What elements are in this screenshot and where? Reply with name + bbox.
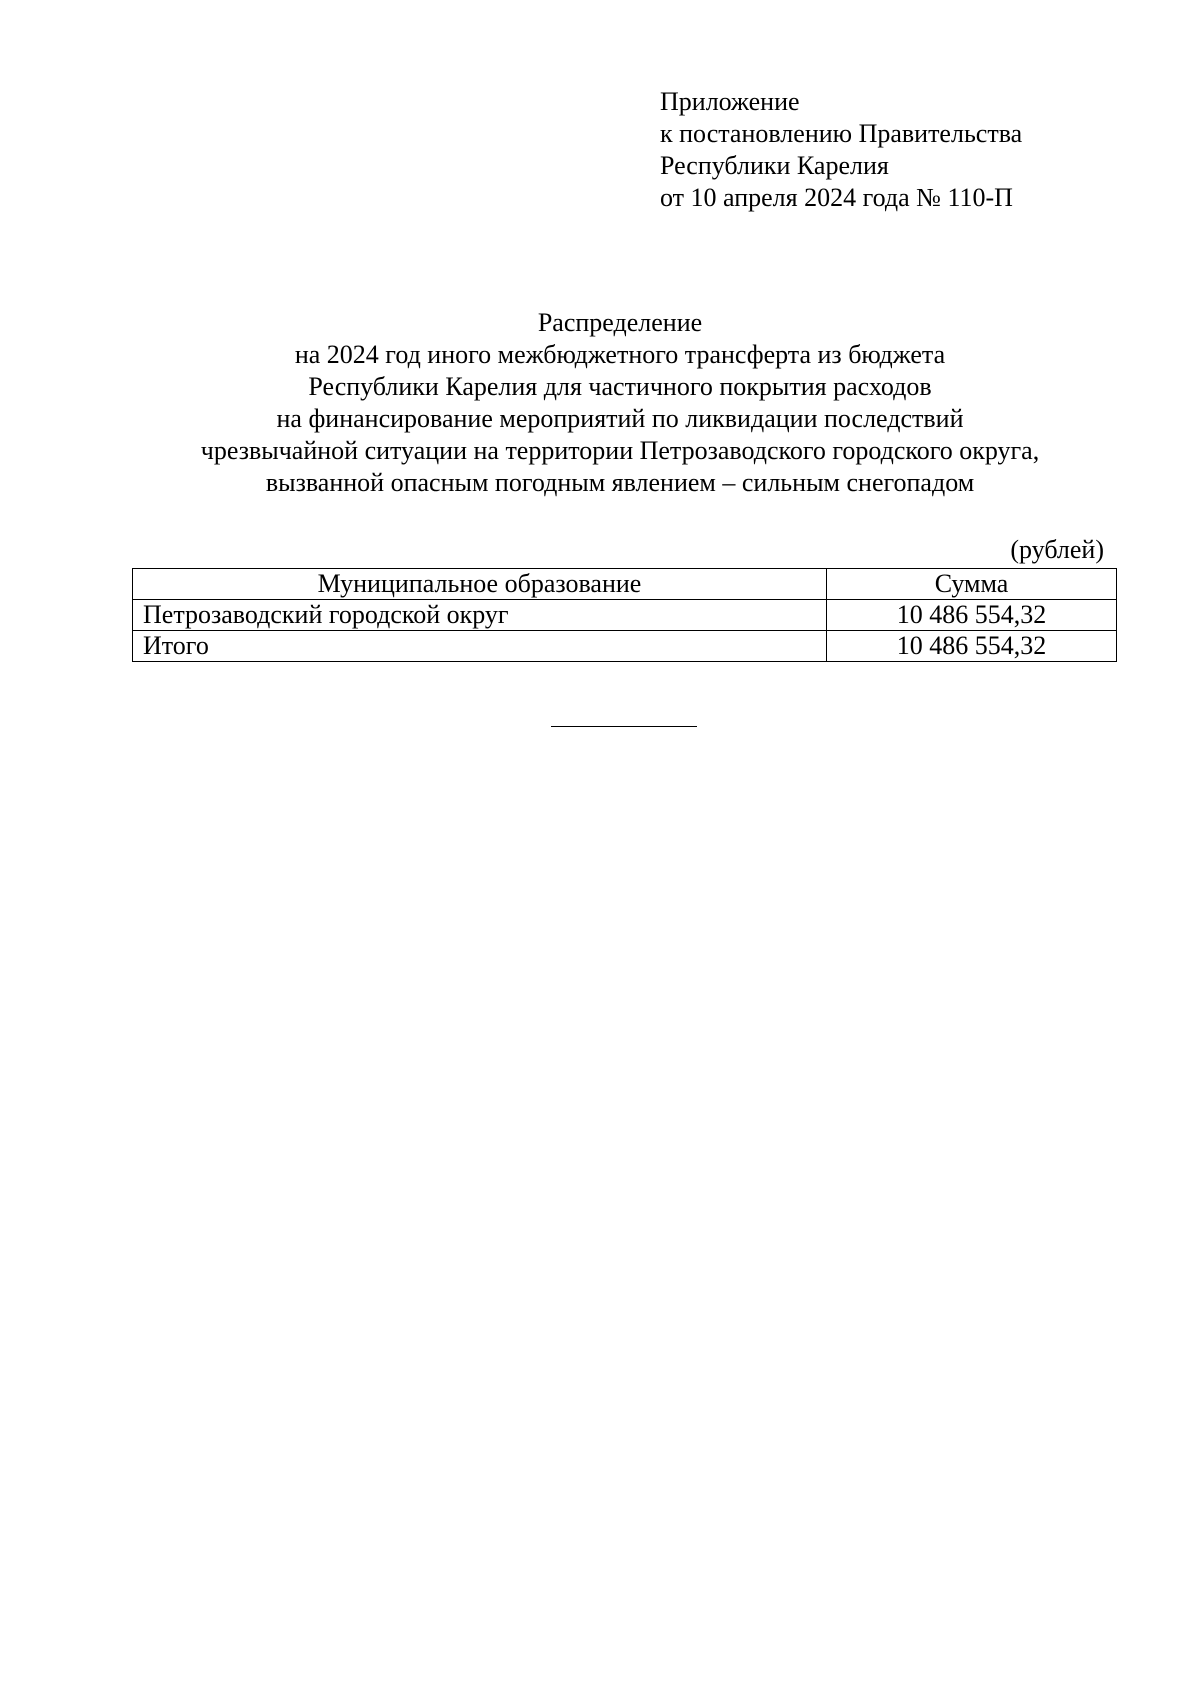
cell-total-label: Итого	[133, 631, 827, 662]
cell-amount: 10 486 554,32	[827, 600, 1117, 631]
document-title	[120, 307, 1120, 499]
table-row	[133, 600, 1117, 631]
title-line: чрезвычайной ситуации на территории Петрозаводского городского округа,	[200, 436, 1040, 465]
table-header-row	[133, 569, 1117, 600]
appendix-line: Приложение	[660, 87, 800, 116]
distribution-table	[132, 568, 1117, 662]
title-line: на 2024 год иного межбюджетного трансферта из бюджета	[294, 340, 946, 369]
appendix-line: к постановлению Правительства	[660, 119, 1023, 148]
title-line: Республики Карелия для частичного покрытия расходов	[308, 372, 932, 401]
table-row-total	[133, 631, 1117, 662]
units-label: (рублей)	[1010, 535, 1104, 564]
cell-municipality: Петрозаводский городской округ	[133, 600, 827, 631]
appendix-line: от 10 апреля 2024 года № 110-П	[660, 183, 1013, 212]
appendix-reference	[660, 86, 1160, 214]
cell-total-amount: 10 486 554,32	[827, 631, 1117, 662]
title-line: на финансирование мероприятий по ликвидации последствий	[276, 404, 964, 433]
appendix-line: Республики Карелия	[660, 151, 889, 180]
header-municipality: Муниципальное образование	[133, 569, 827, 600]
end-separator-line	[551, 726, 697, 727]
header-amount: Сумма	[827, 569, 1117, 600]
title-line: вызванной опасным погодным явлением – сильным снегопадом	[265, 468, 975, 497]
title-line: Распределение	[537, 308, 703, 337]
